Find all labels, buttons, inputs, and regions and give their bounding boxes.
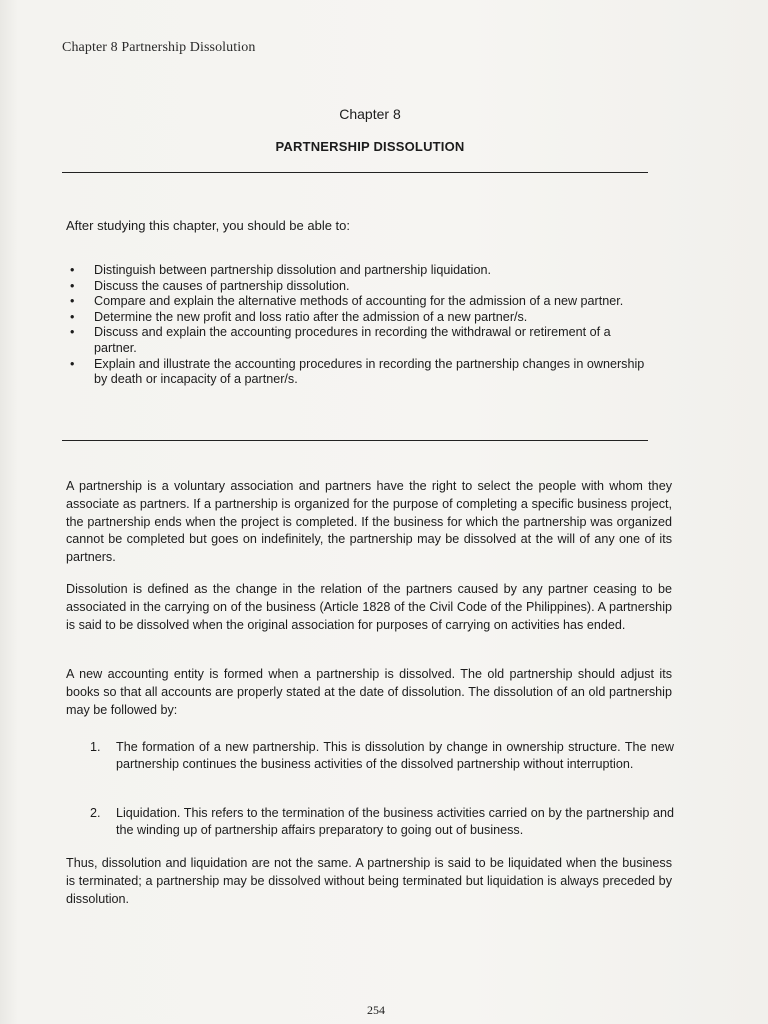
top-divider bbox=[62, 172, 648, 173]
objective-item bbox=[66, 279, 646, 295]
body-paragraph: Dissolution is defined as the change in the relation of the partners caused by any partner ceasing to be associated in the carrying on of the business (Article 1828 of the Civil Code of the Philippines). A partnership is said to be dissolved when the original association for purposes of carrying on activities has ended. bbox=[66, 582, 672, 632]
objective-text: Determine the new profit and loss ratio after the admission of a new partner/s. bbox=[94, 309, 528, 324]
objective-item bbox=[66, 294, 646, 310]
objective-text: Explain and illustrate the accounting procedures in recording the partnership changes in ownership by death or incapacity of a partner/s. bbox=[94, 356, 645, 387]
chapter-number: Chapter 8 bbox=[339, 106, 401, 122]
objective-text: Discuss the causes of partnership dissolution. bbox=[94, 278, 350, 293]
body-paragraph: Thus, dissolution and liquidation are not the same. A partnership is said to be liquidated when the business is terminated; a partnership may be dissolved without being terminated but liquidation is always preceded by dissolution. bbox=[66, 856, 672, 906]
bottom-divider bbox=[62, 440, 648, 441]
objective-text: Compare and explain the alternative methods of accounting for the admission of a new partner. bbox=[94, 294, 624, 309]
bullet-icon: • bbox=[70, 278, 75, 293]
running-header: Chapter 8 Partnership Dissolution bbox=[62, 40, 256, 55]
item-text: The formation of a new partnership. This is dissolution by change in ownership structure. The new partnership continues the business activities of the dissolved partnership without interruption. bbox=[116, 740, 674, 771]
objective-item bbox=[66, 263, 646, 279]
objective-item bbox=[66, 357, 646, 388]
objectives-intro: After studying this chapter, you should be able to: bbox=[66, 218, 351, 233]
body-paragraph: A new accounting entity is formed when a partnership is dissolved. The old partnership should adjust its books so that all accounts are properly stated at the date of dissolution. The dissolution of an old partnership may be followed by: bbox=[66, 667, 672, 717]
bullet-icon: • bbox=[70, 263, 75, 277]
bullet-icon: • bbox=[70, 356, 75, 371]
objective-text: Discuss and explain the accounting procedures in recording the withdrawal or retirement of a partner. bbox=[94, 325, 611, 355]
item-text: Liquidation. This refers to the termination of the business activities carried on by the partnership and the winding up of partnership affairs preparatory to going out of business. bbox=[116, 806, 674, 837]
objective-item bbox=[66, 310, 646, 326]
chapter-title: PARTNERSHIP DISSOLUTION bbox=[275, 139, 465, 154]
item-number: 2. bbox=[90, 806, 101, 820]
bullet-icon: • bbox=[70, 325, 75, 340]
item-number: 1. bbox=[90, 740, 101, 754]
page-number: 254 bbox=[367, 1003, 385, 1017]
objective-item bbox=[66, 325, 646, 356]
numbered-item bbox=[90, 739, 674, 773]
objectives-list bbox=[66, 263, 646, 388]
objective-text: Distinguish between partnership dissolution and partnership liquidation. bbox=[94, 263, 491, 277]
numbered-item bbox=[90, 805, 674, 839]
bullet-icon: • bbox=[70, 309, 75, 324]
bullet-icon: • bbox=[70, 294, 75, 309]
body-paragraph: A partnership is a voluntary association and partners have the right to select the people with whom they associate as partners. If a partnership is organized for the purpose of completing a specific business project, the partnership ends when the project is completed. If the business for which the partnership was organized cannot be completed but goes on indefinitely, the partnership may be dissolved at the will of any one of its partners. bbox=[66, 479, 672, 565]
